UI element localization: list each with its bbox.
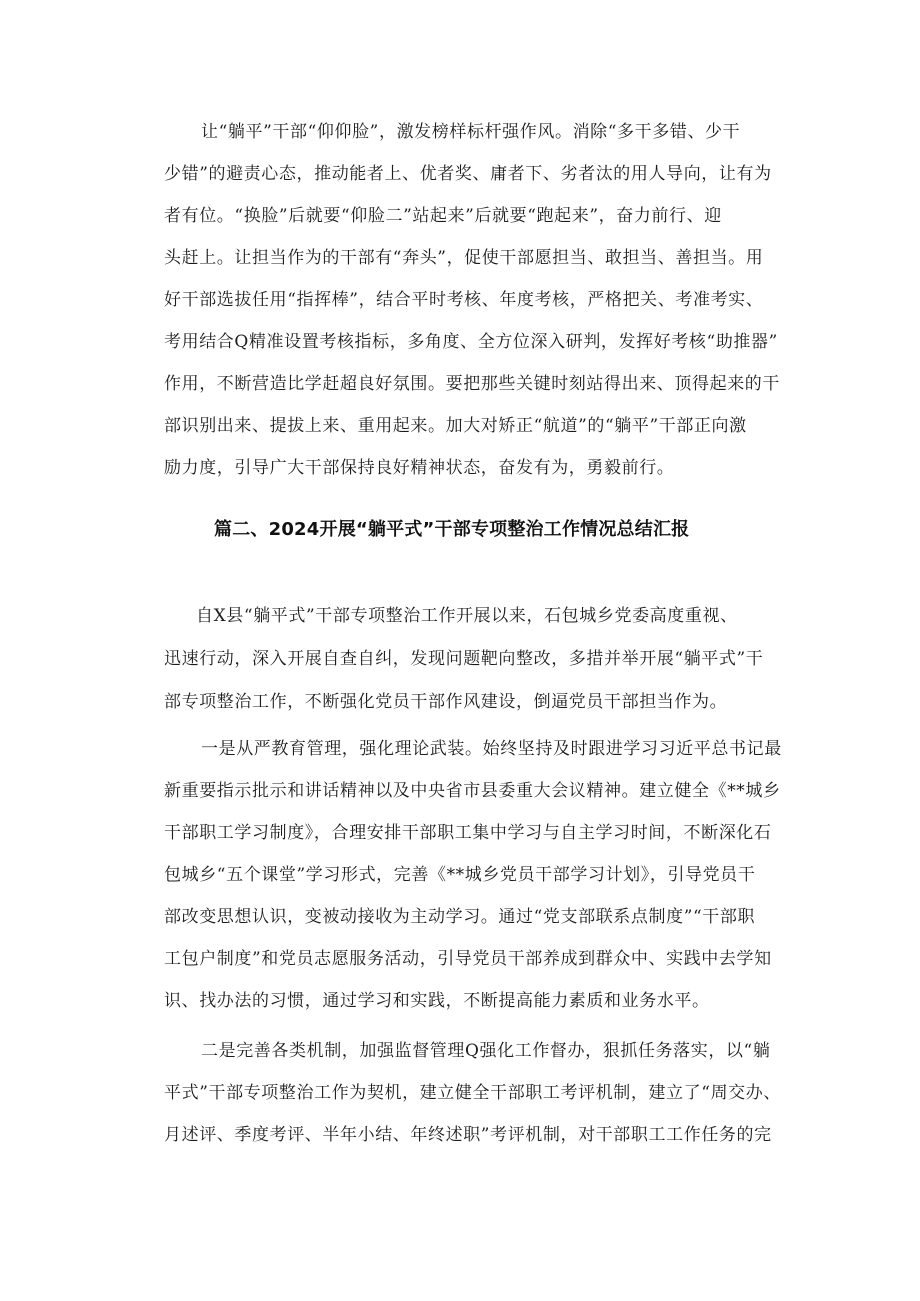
section-heading: 篇二、2024开展“躺平式”干部专项整治工作情况总结汇报: [214, 518, 690, 540]
text-line: 识、找办法的习惯，通过学习和实践，不断提高能力素质和业务水平。: [164, 991, 710, 1011]
text-line: 好干部选拔任用“指挥棒”，结合平时考核、年度考核，严格把关、考准考实、: [164, 290, 764, 310]
text-line: 工包户制度”和党员志愿服务活动，引导党员干部养成到群众中、实践中去学知: [164, 949, 772, 969]
text-line: 二是完善各类机制，加强监督管理Q强化工作督办，狠抓任务落实，以“躺: [201, 1041, 771, 1061]
text-line: 平式”干部专项整治工作为契机，建立健全干部职工考评机制，建立了“周交办、: [164, 1083, 781, 1103]
text-line: 头赶上。让担当作为的干部有“奔头”，促使干部愿担当、敢担当、善担当。用: [164, 248, 764, 268]
text-line: 作用，不断营造比学赶超良好氛围。要把那些关键时刻站得出来、顶得起来的干: [164, 374, 780, 394]
text-line: 励力度，引导广大干部保持良好精神状态，奋发有为，勇毅前行。: [164, 458, 675, 478]
text-line: 月述评、季度考评、半年小结、年终述职”考评机制，对干部职工工作任务的完: [164, 1125, 772, 1145]
text-line: 少错”的避责心态，推动能者上、优者奖、庸者下、劣者汰的用人导向，让有为: [164, 164, 772, 184]
text-line: 新重要指示批示和讲话精神以及中央省市县委重大会议精神。建立健全《**城乡: [164, 781, 781, 801]
text-line: 考用结合Q精准设置考核指标，多角度、全方位深入研判，发挥好考核“助推器”: [164, 332, 778, 352]
text-line: 包城乡“五个课堂”学习形式，完善《**城乡党员干部学习计划》，引导党员干: [164, 865, 756, 885]
text-line: 者有位。“换脸”后就要“仰脸二”站起来”后就要“跑起来”，奋力前行、迎: [164, 206, 722, 226]
text-line: 让“躺平”干部“仰仰脸”，激发榜样标杆强作风。消除“多干多错、少干: [201, 122, 741, 142]
text-line: 干部职工学习制度》，合理安排干部职工集中学习与自主学习时间，不断深化石: [164, 823, 772, 843]
text-line: 迅速行动，深入开展自查自纠，发现问题靶向整改，多措并举开展“躺平式”干: [164, 649, 764, 669]
text-line: 部专项整治工作，不断强化党员干部作风建设，倒逼党员干部担当作为。: [164, 692, 728, 712]
text-line: 一是从严教育管理，强化理论武装。始终坚持及时跟进学习习近平总书记最: [201, 739, 782, 759]
text-line: 部识别出来、提拔上来、重用起来。加大对矫正“航道”的“躺平”干部正向激: [164, 416, 747, 436]
text-line: 部改变思想认识，变被动接收为主动学习。通过“党支部联系点制度”“干部职: [164, 907, 756, 927]
text-line: 自X县“躺平式”干部专项整治工作开展以来，石包城乡党委高度重视、: [196, 606, 738, 626]
